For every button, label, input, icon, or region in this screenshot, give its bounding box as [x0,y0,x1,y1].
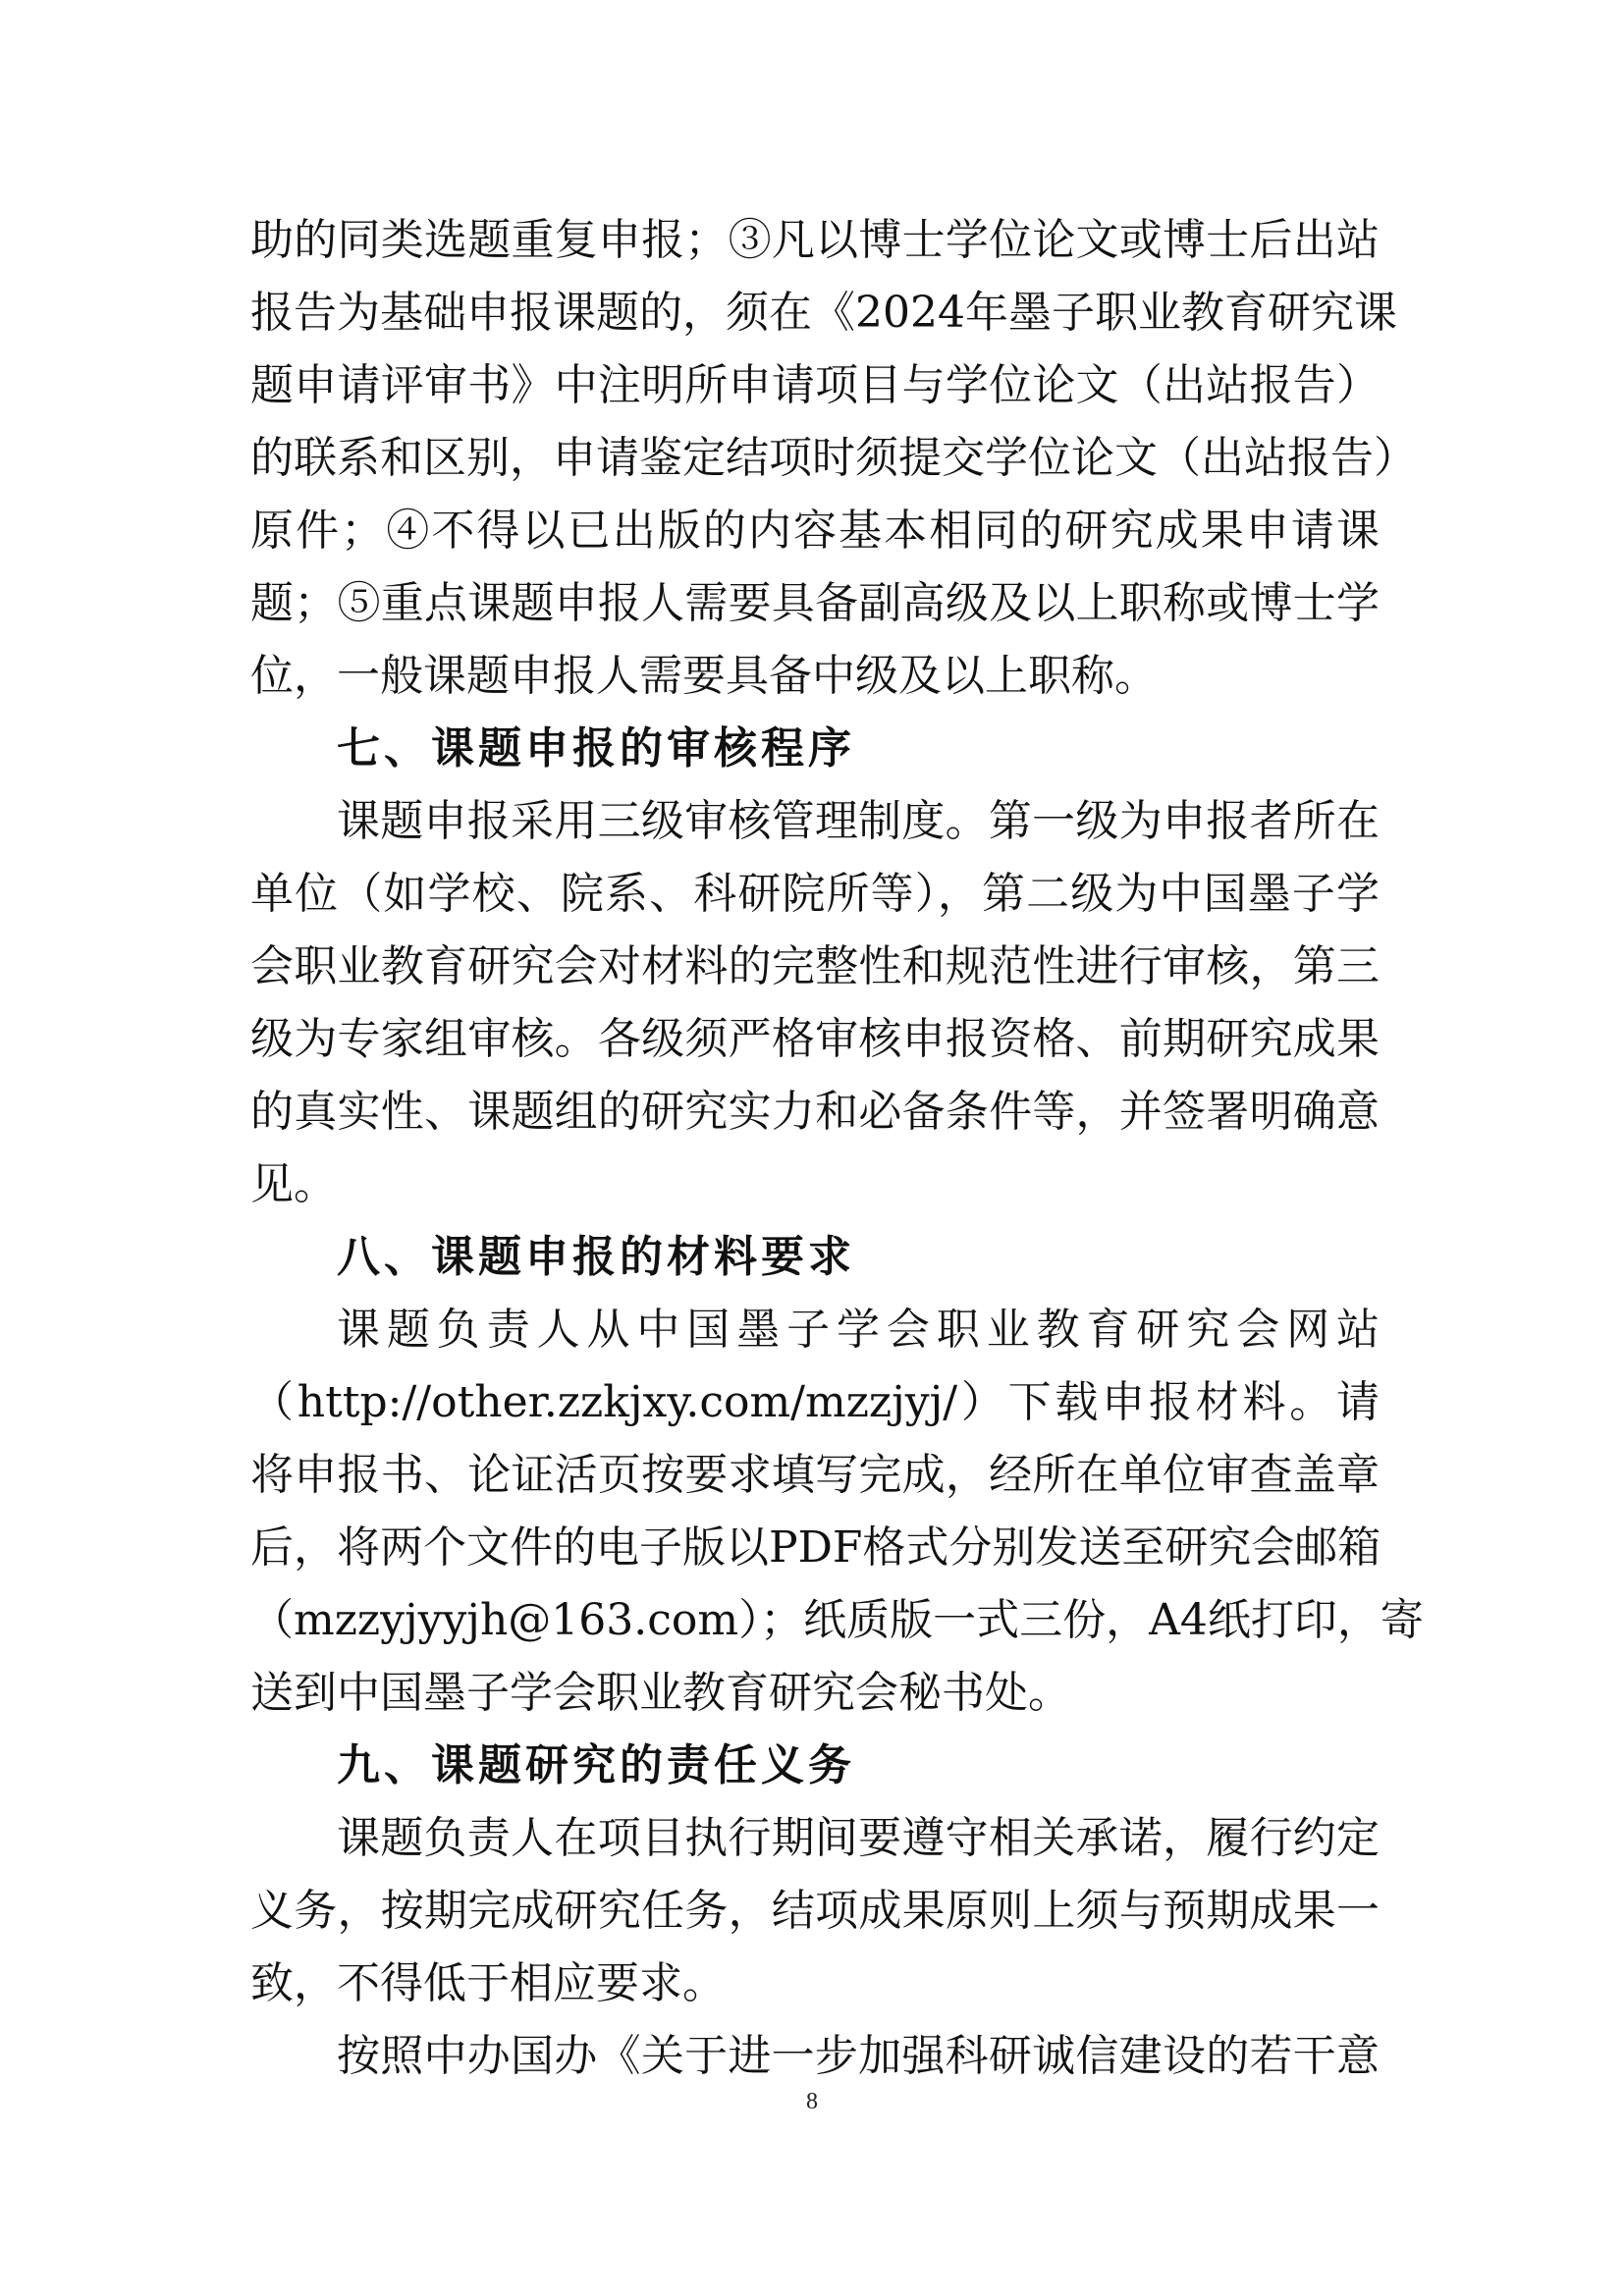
text-line-url: （http://other.zzkjxy.com/mzzjyj/）下载申报材料。请 [250,1377,1380,1427]
text-line: 报告为基础申报课题的，须在《2024年墨子职业教育研究课 [250,288,1397,338]
text-line: 将申报书、论证活页按要求填写完成，经所在单位审查盖章 [250,1450,1380,1500]
text-line: 见。 [250,1159,337,1209]
text-line: 课题负责人从中国墨子学会职业教育研究会网站 [337,1305,1380,1355]
section-heading-9: 九、课题研究的责任义务 [337,1740,855,1790]
text-line: 题；⑤重点课题申报人需要具备副高级及以上职称或博士学 [250,578,1380,628]
text-line: 后，将两个文件的电子版以PDF格式分别发送至研究会邮箱 [250,1522,1381,1573]
text-line: 的联系和区别，申请鉴定结项时须提交学位论文（出站报告） [250,433,1417,483]
text-line-email: （mzzyjyyjh@163.com）；纸质版一式三份，A4纸打印，寄 [250,1595,1424,1645]
body-text [250,204,1424,2093]
text-line: 课题负责人在项目执行期间要遵守相关承诺，履行约定 [337,1813,1380,1863]
text-line: 位，一般课题申报人需要具备中级及以上职称。 [250,651,1158,701]
page-number: 8 [806,2089,818,2114]
text-line: 会职业教育研究会对材料的完整性和规范性进行审核，第三 [250,941,1380,991]
text-line: 致，不得低于相应要求。 [250,1958,726,2008]
text-line: 按照中办国办《关于进一步加强科研诚信建设的若干意 [337,2031,1380,2081]
section-heading-7: 七、课题申报的审核程序 [337,723,855,774]
text-line: 题申请评审书》中注明所申请项目与学位论文（出站报告） [250,360,1380,410]
text-line: 级为专家组审核。各级须严格审核申报资格、前期研究成果 [250,1014,1380,1064]
text-line: 义务，按期完成研究任务，结项成果原则上须与预期成果一 [250,1886,1380,1936]
text-line: 送到中国墨子学会职业教育研究会秘书处。 [250,1668,1071,1718]
text-line: 课题申报采用三级审核管理制度。第一级为申报者所在 [337,796,1380,846]
text-line: 单位（如学校、院系、科研院所等），第二级为中国墨子学 [250,869,1380,919]
section-heading-8: 八、课题申报的材料要求 [337,1232,855,1282]
text-line: 的真实性、课题组的研究实力和必备条件等，并签署明确意 [250,1087,1380,1137]
text-line: 原件；④不得以已出版的内容基本相同的研究成果申请课 [250,506,1380,556]
text-line: 助的同类选题重复申报；③凡以博士学位论文或博士后出站 [250,215,1380,265]
